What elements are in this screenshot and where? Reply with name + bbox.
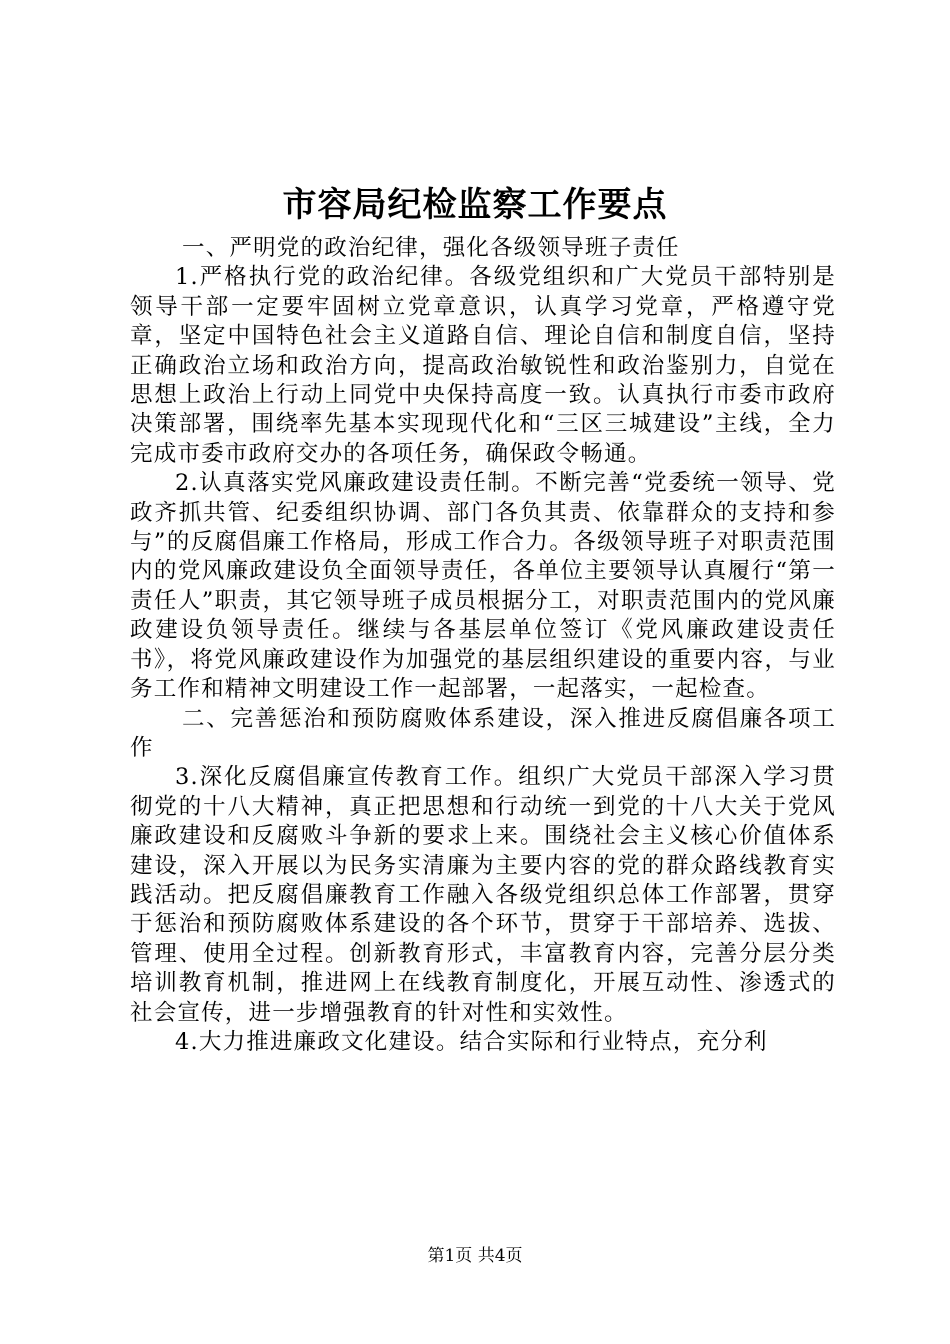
document-title: 市容局纪检监察工作要点 <box>282 185 668 225</box>
paragraph-1: 1.严格执行党的政治纪律。各级党组织和广大党员干部特别是领导干部一定要牢固树立党章意识，认真学习党章，严格遵守党章，坚定中国特色社会主义道路自信、理论自信和制度自信，坚持正确政治立场和政治方向，提高政治敏锐性和政治鉴别力，自觉在思想上政治上行动上同党中央保持高度一致。认真执行市委市政府决策部署，围绕率先基本实现现代化和“三区三城建设”主线，全力完成市委市政府交办的各项任务，确保政令畅通。 <box>130 264 836 467</box>
paragraph-3: 3.深化反腐倡廉宣传教育工作。组织广大党员干部深入学习贯彻党的十八大精神，真正把思想和行动统一到党的十八大关于党风廉政建设和反腐败斗争新的要求上来。围绕社会主义核心价值体系建设，深入开展以为民务实清廉为主要内容的党的群众路线教育实践活动。把反腐倡廉教育工作融入各级党组织总体工作部署，贯穿于惩治和预防腐败体系建设的各个环节，贯穿于干部培养、选拔、管理、使用全过程。创新教育形式，丰富教育内容，完善分层分类培训教育机制，推进网上在线教育制度化，开展互动性、渗透式的社会宣传，进一步增强教育的针对性和实效性。 <box>130 764 836 1026</box>
page-number-footer: 第1页 共4页 <box>427 1246 523 1266</box>
paragraph-4: 4.大力推进廉政文化建设。结合实际和行业特点，充分利 <box>175 1028 768 1055</box>
section-heading-2: 二、完善惩治和预防腐败体系建设，深入推进反腐倡廉各项工作 <box>130 705 836 761</box>
paragraph-2: 2.认真落实党风廉政建设责任制。不断完善“党委统一领导、党政齐抓共管、纪委组织协调、部门各负其责、依靠群众的支持和参与”的反腐倡廉工作格局，形成工作合力。各级领导班子对职责范围内的党风廉政建设负全面领导责任，各单位主要领导认真履行“第一责任人”职责，其它领导班子成员根据分工，对职责范围内的党风廉政建设负领导责任。继续与各基层单位签订《党风廉政建设责任书》，将党风廉政建设作为加强党的基层组织建设的重要内容，与业务工作和精神文明建设工作一起部署，一起落实，一起检查。 <box>130 470 836 703</box>
section-heading-1: 一、严明党的政治纪律，强化各级领导班子责任 <box>182 235 680 261</box>
document-body <box>130 234 836 1057</box>
